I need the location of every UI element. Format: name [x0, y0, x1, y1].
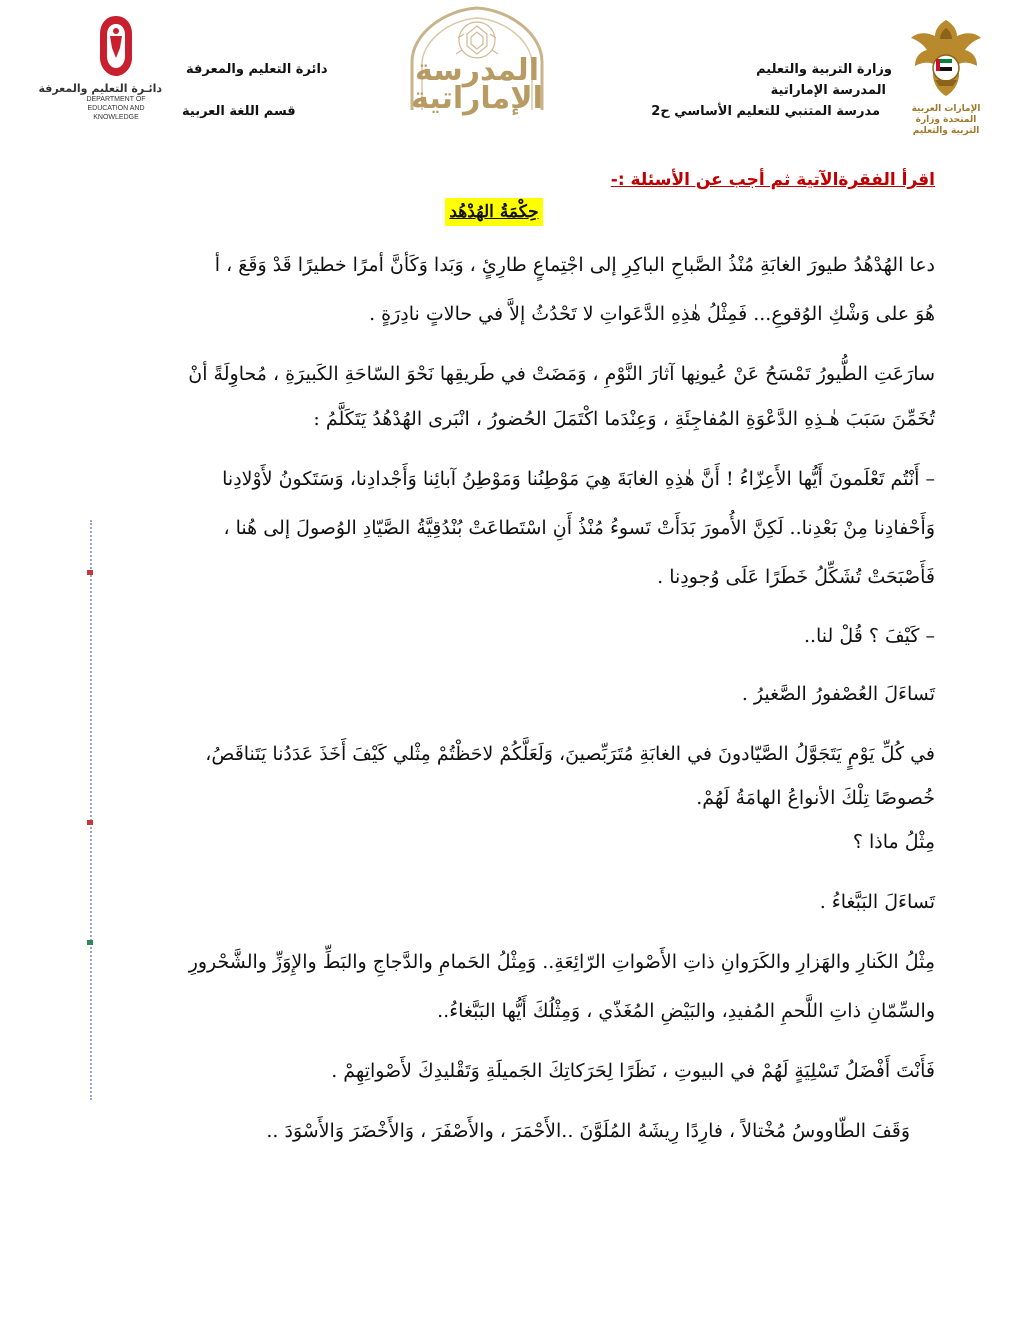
- passage-line: سارَعَتِ الطُّيورُ تَمْسَحُ عَنْ عُيونِها آثارَ النَّوْمِ ، وَمَضَتْ في طَريقِها نَحْوَ السّاحَةِ الكَبيرَةِ ، مُحاوِلَةً أنْ: [188, 363, 935, 385]
- school-network-name: المدرسة الإماراتية: [770, 83, 886, 98]
- passage-line: مِثْلُ ماذا ؟: [852, 831, 935, 853]
- emirati-school-logo: [398, 4, 556, 116]
- passage-line: تُخَمِّنَ سَبَبَ هٰـذِهِ الدَّعْوَةِ المُفاجِئَةِ ، وَعِنْدَما اكْتَمَلَ الحُضورُ ، انْبَرى الهُدْهُدُ يَتَكَلَّمُ :: [313, 408, 935, 430]
- school-logo-text-line1: المدرسة: [415, 53, 539, 88]
- passage-line: فَأَنْتَ أَفْضَلُ تَسْلِيَةٍ لَهُمْ في البيوتِ ، نَظَرًا لِحَرَكاتِكَ الجَميلَةِ وَتَقْليدِكَ لأَصْواتِهِمْ .: [331, 1060, 935, 1082]
- ministry-logo-caption: الإمارات العربية المتحدة وزارة التربية والتعليم: [911, 104, 981, 136]
- passage-title: حِكْمَةُ الهُدْهُد: [445, 198, 543, 226]
- passage-line: – كَيْفَ ؟ قُلْ لنا..: [803, 625, 935, 647]
- school-logo-text-line2: الإماراتية: [411, 81, 543, 116]
- department-name: دائرة التعليم والمعرفة: [186, 62, 328, 77]
- school-name: مدرسة المتنبي للتعليم الأساسي ح2: [651, 104, 880, 119]
- margin-marker: [87, 570, 93, 575]
- passage-line: – أَنْتُم تَعْلَمونَ أَيُّها الأَعِزّاءُ ! أَنَّ هٰذِهِ الغابَةَ هِيَ مَوْطِنُنا وَمَوْطِنُ آبائِنا وَأَجْدادِنا، وَسَتَكونُ لأَوْلادِنا: [222, 468, 935, 490]
- passage-line: خُصوصًا تِلْكَ الأنواعُ الهامَةُ لَهُمْ.: [696, 787, 935, 809]
- adek-logo: [38, 14, 162, 121]
- margin-marker: [87, 820, 93, 825]
- passage-line: وَأَحْفادِنا مِنْ بَعْدِنا.. لَكِنَّ الأُمورَ بَدَأَتْ تَسوءُ مُنْذُ أَنِ اسْتَطاعَتْ بُنْدُقِيَّةُ الصَّيّادِ الوُصولَ إلى هُنا ،: [223, 517, 935, 539]
- passage-line: فَأَصْبَحَتْ تُشَكِّلُ خَطَرًا عَلَى وُجودِنا .: [657, 566, 935, 588]
- margin-guide-line: [90, 520, 92, 1100]
- adek-caption-ar: دائـرة التعليم والمعرفة: [38, 82, 162, 95]
- passage-line: تَساءَلَ البَبَّغاءُ .: [819, 891, 935, 913]
- adek-caption-en: DEPARTMENT OF EDUCATION AND KNOWLEDGE: [86, 96, 146, 121]
- passage-line: والسِّمّانِ ذاتِ اللَّحمِ المُفيدِ، والبَيْضِ المُغَذّي ، وَمِثْلُكَ أَيُّها البَبَّغاءُ..: [437, 1000, 935, 1022]
- passage-line: تَساءَلَ العُصْفورُ الصَّغيرُ .: [741, 683, 935, 705]
- passage-line: هُوَ على وَشْكِ الوُقوعِ... فَمِثْلُ هٰذِهِ الدَّعَواتِ لا تَحْدُثُ إلاَّ في حالاتٍ نادِرَةٍ .: [369, 303, 935, 325]
- passage-line: مِثْلُ الكَنارِ والهَزارِ والكَرَوانِ ذاتِ الأَصْواتِ الرّائِعَةِ.. وَمِثْلُ الحَمامِ والدَّجاجِ والبَطِّ والإِوَزِّ والشَّحْرورِ: [188, 951, 935, 973]
- arabic-department-name: قسم اللغة العربية: [182, 104, 296, 119]
- passage-line: دعا الهُدْهُدُ طيورَ الغابَةِ مُنْذُ الصَّباحِ الباكِرِ إلى اجْتِماعٍ طارِئٍ ، وَبَدا وَكَأنَّ أمرًا خطيرًا قَدْ وَقَعَ ، أ: [214, 254, 935, 276]
- adek-falcon-emblem-icon: [70, 14, 162, 78]
- margin-marker: [87, 940, 93, 945]
- ministry-name: وزارة التربية والتعليم: [756, 62, 892, 77]
- uae-eagle-emblem-icon: [905, 14, 987, 100]
- reading-instruction: اقرأ الفقرةالآتية ثم أجب عن الأسئلة :-: [610, 170, 935, 190]
- ministry-logo: [905, 14, 987, 136]
- passage-line: وَقَفَ الطّاووسُ مُخْتالاً ، فارِدًا رِيشَهُ المُلَوَّنَ ..الأَحْمَرَ ، والأَصْفَرَ ، وَالأَخْضَرَ وَالأَسْوَدَ ..: [266, 1120, 910, 1142]
- passage-line: في كُلِّ يَوْمٍ يَتَجَوَّلُ الصَّيّادونَ في الغابَةِ مُتَرَبِّصينَ، وَلَعَلَّكُمْ لاحَظْتُمْ مِثْلي كَيْفَ أَخَذَ عَدَدُنا يَتَناقَصُ،: [205, 743, 935, 765]
